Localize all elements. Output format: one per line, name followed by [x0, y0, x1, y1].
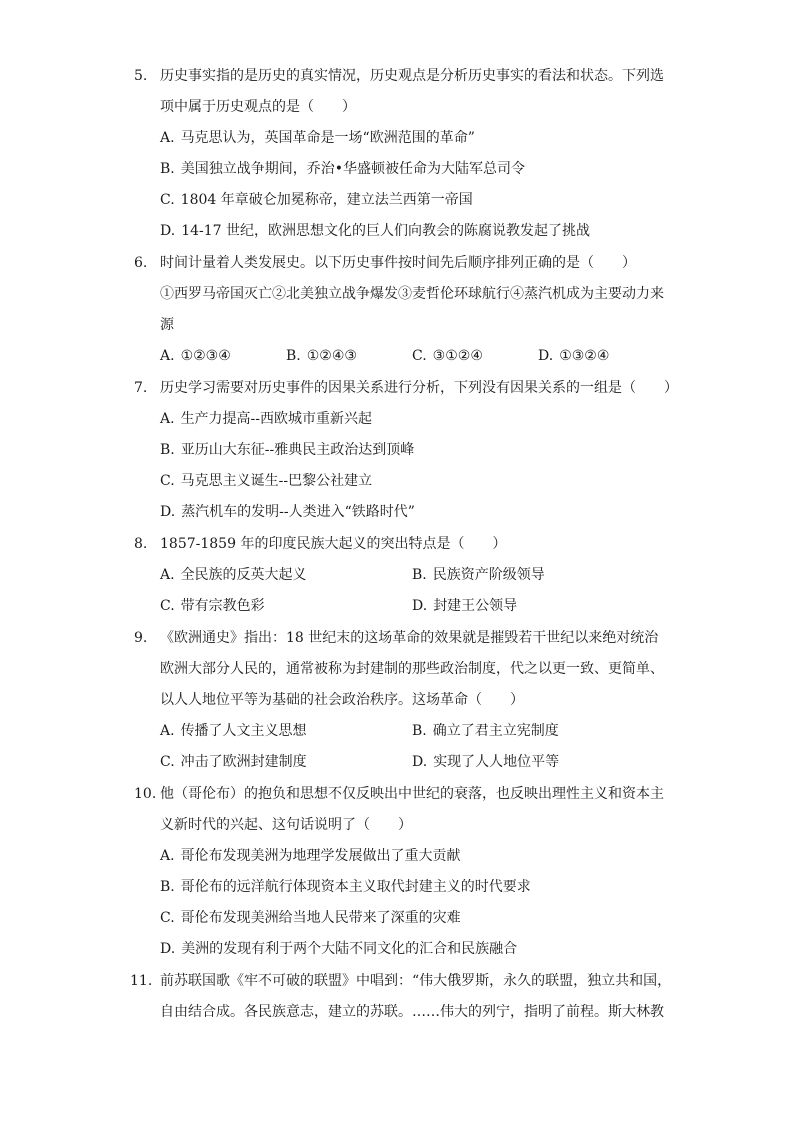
question-number: 8. [134, 536, 148, 552]
option-a [160, 565, 307, 585]
option-c [160, 908, 461, 928]
option-text: 14-17 世纪，欧洲思想文化的巨人们向教会的陈腐说教发起了挑战 [181, 223, 590, 239]
question-number: 10. [134, 786, 157, 802]
option-text: 生产力提高--西欧城市重新兴起 [180, 411, 373, 427]
question-stem-line: 以人人地位平等为基础的社会政治秩序。这场革命（ ） [160, 692, 524, 708]
option-letter: B. [412, 723, 427, 739]
question-stem-line: 历史事实指的是历史的真实情况，历史观点是分析历史事实的看法和状态。下列选 [160, 68, 664, 84]
question-stem-line: 1857-1859 年的印度民族大起义的突出特点是（ ） [160, 536, 507, 552]
option-text: 美洲的发现有利于两个大陆不同文化的汇合和民族融合 [181, 941, 518, 957]
question-stem-line: 欧洲大部分人民的，通常被称为封建制的那些政治制度，代之以更一致、更简单、 [160, 661, 664, 677]
question-number: 7. [134, 380, 148, 396]
option-a [160, 346, 231, 366]
option-a [160, 721, 307, 741]
option-b [160, 877, 531, 897]
option-letter: C. [160, 910, 175, 926]
option-text: 确立了君主立宪制度 [432, 723, 559, 739]
question-stem-line: 源 [160, 317, 174, 333]
option-text: ①③②④ [559, 348, 610, 364]
option-letter: C. [160, 192, 175, 208]
option-letter: A. [160, 130, 175, 146]
question-stem-line: ①西罗马帝国灭亡②北美独立战争爆发③麦哲伦环球航行④蒸汽机成为主要动力来 [160, 286, 664, 302]
option-d [538, 346, 609, 366]
option-c [160, 596, 265, 616]
option-text: 带有宗教色彩 [180, 598, 265, 614]
option-letter: B. [160, 442, 175, 458]
option-text: 哥伦布发现美洲为地理学发展做出了重大贡献 [180, 848, 461, 864]
option-text: 1804 年章破仑加冕称帝，建立法兰西第一帝国 [180, 192, 473, 208]
option-letter: D. [538, 348, 554, 364]
option-text: 蒸汽机车的发明--人类进入“铁路时代” [181, 504, 415, 520]
option-c [160, 752, 307, 772]
option-d [160, 502, 415, 522]
option-c [160, 471, 372, 491]
option-letter: B. [286, 348, 301, 364]
option-text: 马克思认为，英国革命是一场“欧洲范围的革命” [180, 130, 475, 146]
option-b [412, 565, 545, 585]
option-text: ①②④③ [306, 348, 357, 364]
option-letter: A. [160, 411, 175, 427]
option-d [412, 596, 517, 616]
option-text: 封建王公领导 [433, 598, 518, 614]
question-stem-line: 《欧洲通史》指出：18 世纪末的这场革命的效果就是摧毁若干世纪以来绝对统治 [160, 630, 659, 646]
option-b [412, 721, 559, 741]
option-a [160, 409, 372, 429]
option-b [160, 440, 414, 460]
option-b [160, 159, 525, 179]
option-text: ③①②④ [432, 348, 483, 364]
option-a [160, 128, 475, 148]
question-stem-line: 时间计量着人类发展史。以下历史事件按时间先后顺序排列正确的是（ ） [160, 255, 636, 271]
option-b [286, 346, 357, 366]
option-text: 马克思主义诞生--巴黎公社建立 [180, 473, 373, 489]
option-text: 全民族的反英大起义 [180, 567, 307, 583]
question-stem-line: 历史学习需要对历史事件的因果关系进行分析，下列没有因果关系的一组是（ ） [160, 380, 678, 396]
question-stem-line: 自由结合成。各民族意志，建立的苏联。……伟大的列宁，指明了前程。斯大林教 [160, 1004, 664, 1020]
option-letter: D. [160, 941, 176, 957]
question-number: 11. [130, 973, 153, 989]
option-text: 哥伦布的远洋航行体现资本主义取代封建主义的时代要求 [180, 879, 531, 895]
option-letter: D. [160, 223, 176, 239]
option-letter: A. [160, 723, 175, 739]
option-letter: A. [160, 567, 175, 583]
option-letter: A. [160, 348, 175, 364]
option-letter: C. [160, 754, 175, 770]
option-letter: B. [412, 567, 427, 583]
option-d [160, 939, 517, 959]
option-text: 亚历山大东征--雅典民主政治达到顶峰 [180, 442, 415, 458]
question-number: 9. [134, 630, 148, 646]
option-letter: D. [412, 754, 428, 770]
question-number: 6. [134, 255, 148, 271]
question-number: 5. [134, 68, 148, 84]
option-text: 实现了人人地位平等 [433, 754, 560, 770]
option-text: 传播了人文主义思想 [180, 723, 307, 739]
question-stem-line: 项中属于历史观点的是（ ） [160, 99, 356, 115]
option-letter: B. [160, 161, 175, 177]
question-stem-line: 义新时代的兴起、这句话说明了（ ） [160, 817, 412, 833]
option-letter: B. [160, 879, 175, 895]
option-letter: C. [160, 598, 175, 614]
option-letter: C. [160, 473, 175, 489]
option-d [160, 221, 590, 241]
option-letter: D. [412, 598, 428, 614]
option-letter: D. [160, 504, 176, 520]
option-letter: C. [412, 348, 427, 364]
option-letter: A. [160, 848, 175, 864]
option-text: ①②③④ [180, 348, 231, 364]
option-d [412, 752, 559, 772]
option-text: 冲击了欧洲封建制度 [180, 754, 307, 770]
option-a [160, 846, 461, 866]
option-text: 哥伦布发现美洲给当地人民带来了深重的灾难 [180, 910, 461, 926]
question-stem-line: 前苏联国歌《牢不可破的联盟》中唱到：“伟大俄罗斯，永久的联盟，独立共和国， [160, 973, 672, 989]
option-text: 美国独立战争期间，乔治•华盛顿被任命为大陆军总司令 [180, 161, 526, 177]
option-c [160, 190, 473, 210]
option-c [412, 346, 483, 366]
option-text: 民族资产阶级领导 [432, 567, 545, 583]
question-stem-line: 他（哥伦布）的抱负和思想不仅反映出中世纪的衰落，也反映出理性主义和资本主 [160, 786, 664, 802]
